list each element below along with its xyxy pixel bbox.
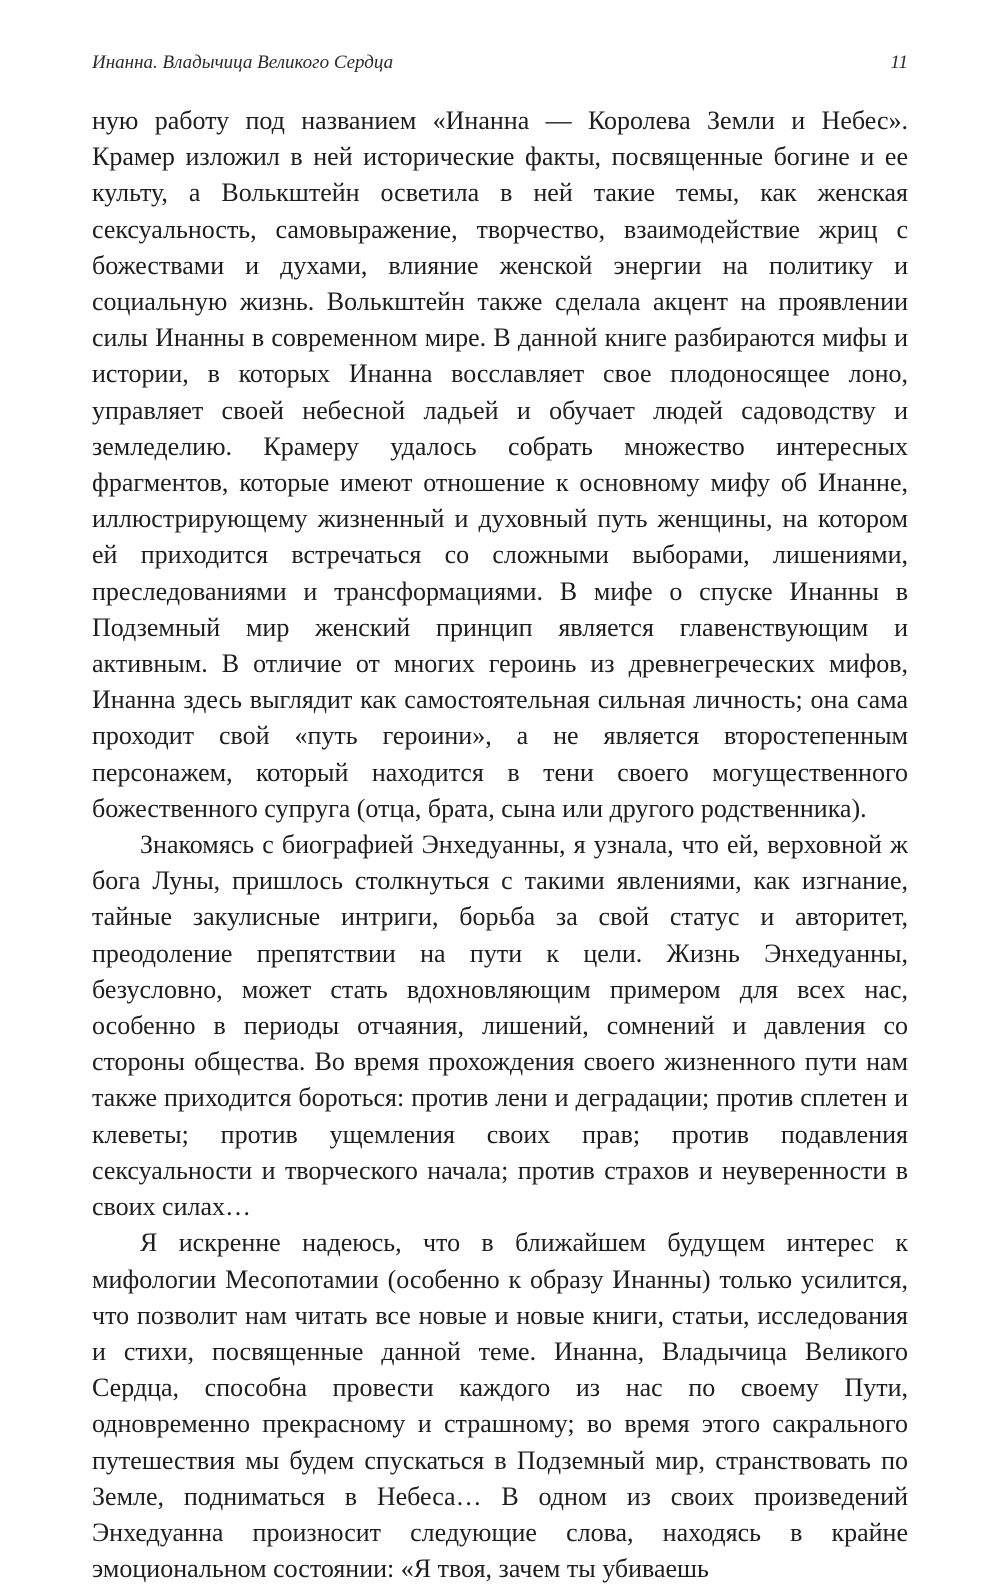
paragraph-1: ную работу под названием «Инанна — Королева Земли и Небес». Крамер изложил в ней исторические факты, посвященные богине и ее культу, а Волькштейн осветила в ней такие темы, как женская сексуальность, самовыражение, творчество, взаимодействие жриц с божествами и духами, влияние женской энергии на политику и социальную жизнь. Волькштейн также сделала акцент на проявлении силы Инанны в современном мире. В данной книге разбираются мифы и истории, в которых Инанна восславляет свое плодоносящее лоно, управляет своей небесной ладьей и обучает людей садоводству и земледелию. Крамеру удалось собрать множество интересных фрагментов, которые имеют отношение к основному мифу об Инанне, иллюстрирующему жизненный и духовный путь женщины, на котором ей приходится встречаться со сложными выборами, лишениями, преследованиями и трансформациями. В мифе о спуске Инанны в Подземный мир женский принцип является главенствующим и активным. В отличие от многих героинь из древнегреческих мифов, Инанна здесь выглядит как самостоятельная сильная личность; она сама проходит свой «путь героини», а не является второстепенным персонажем, который находится в тени своего могущественного божественного супруга (отца, брата, сына или другого родственника). <box>92 106 908 823</box>
body-text <box>92 103 908 1587</box>
running-header <box>92 48 908 78</box>
running-header-title: Инанна. Владычица Великого Сердца <box>92 52 394 73</box>
paragraph-2: Знакомясь с биографией Энхедуанны, я узнала, что ей, верховной ж бога Луны, пришлось столкнуться с такими явлениями, как изгнание, тайные закулисные интриги, борьба за свой статус и авторитет, преодоление препятствии на пути к цели. Жизнь Энхедуанны, безусловно, может стать вдохновляющим примером для всех нас, особенно в периоды отчаяния, лишений, сомнений и давления со стороны общества. Во время прохождения своего жизненного пути нам также приходится бороться: против лени и деградации; против сплетен и клеветы; против ущемления своих прав; против подавления сексуальности и творческого начала; против страхов и неуверенности в своих силах… <box>92 830 908 1222</box>
page-number: 11 <box>890 52 908 73</box>
paragraph-3: Я искренне надеюсь, что в ближайшем будущем интерес к мифологии Месопотамии (особенно к образу Инанны) только усилится, что позволит нам читать все новые и новые книги, статьи, исследования и стихи, посвященные данной теме. Инанна, Владычица Великого Сердца, способна провести каждого из нас по своему Пути, одновременно прекрасному и страшному; во время этого сакрального путешествия мы будем спускаться в Подземный мир, странствовать по Земле, подниматься в Небеса… В одном из своих произведений Энхедуанна произносит следующие слова, находясь в крайне эмоциональном состоянии: «Я твоя, зачем ты убиваешь <box>92 1228 908 1584</box>
